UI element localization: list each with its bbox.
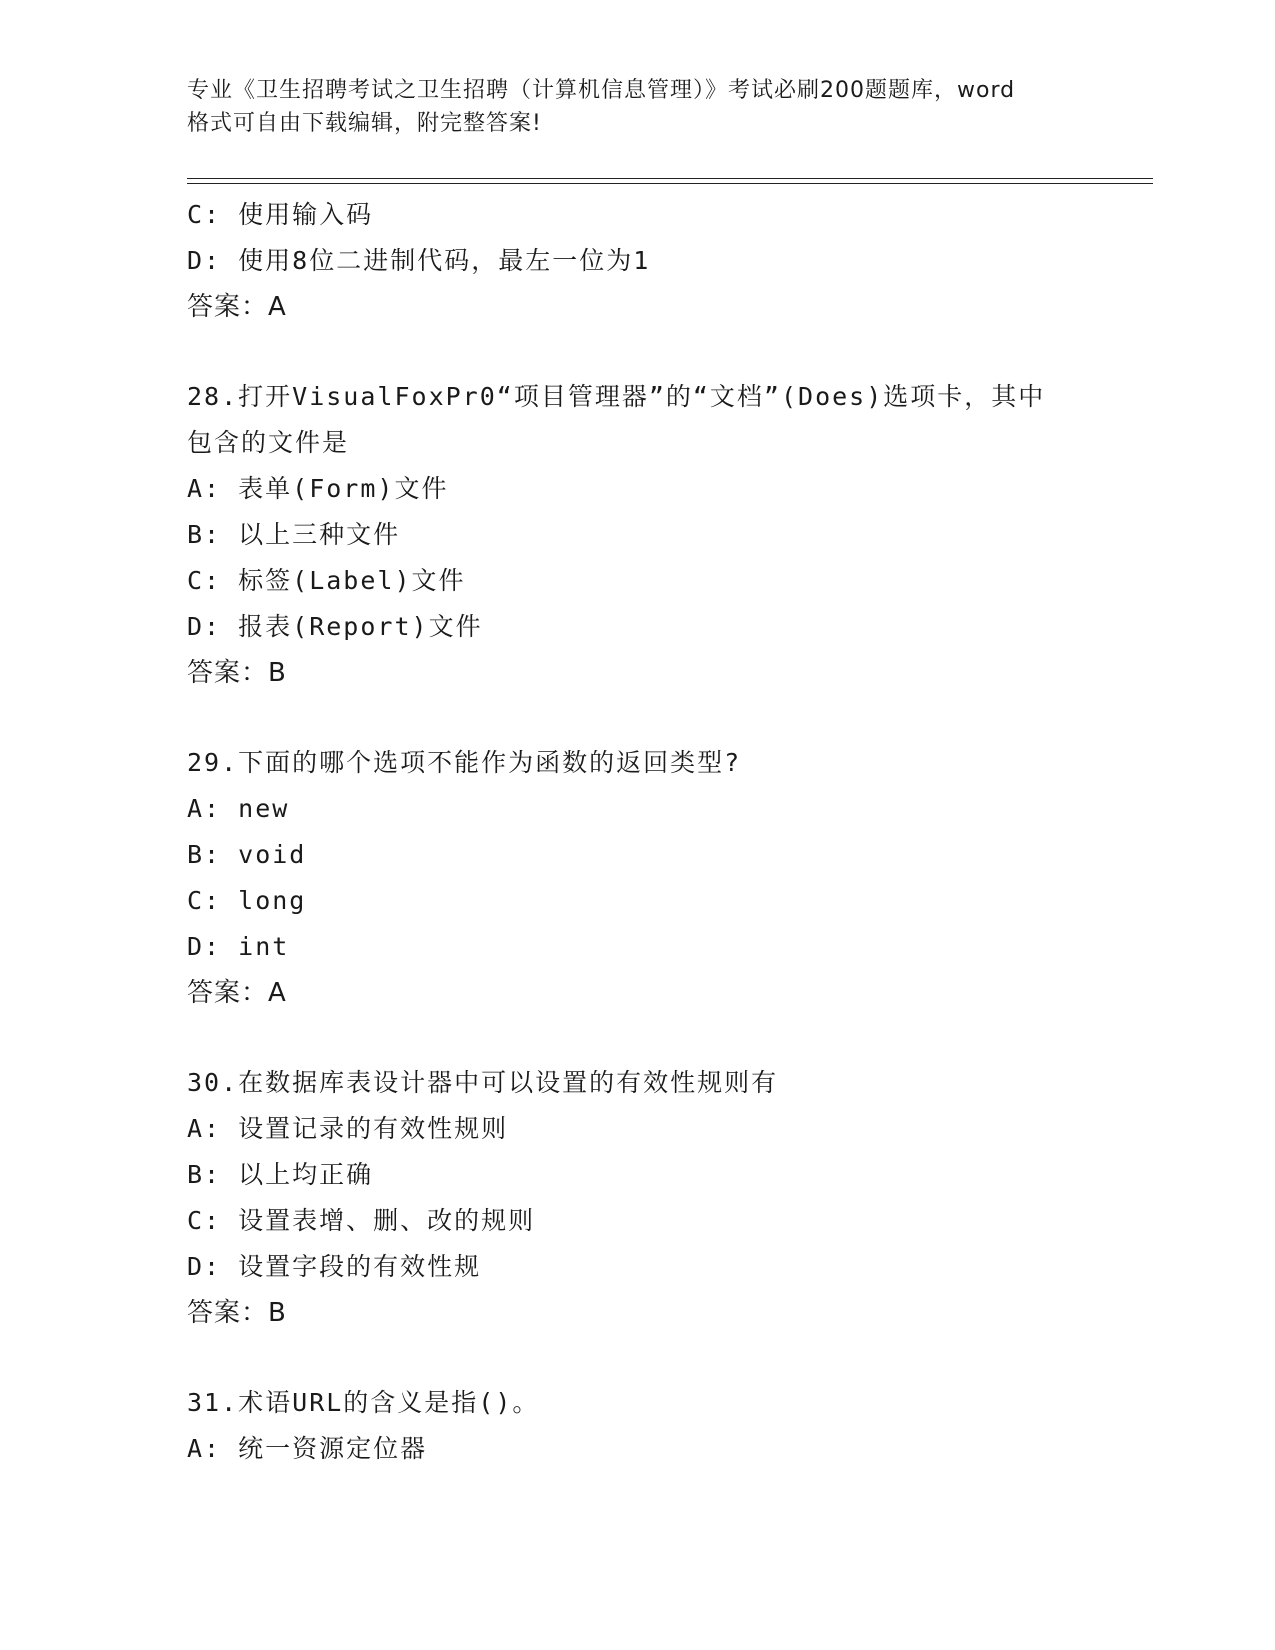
option-d: D: 设置字段的有效性规 bbox=[187, 1252, 482, 1281]
option-b: B: 以上均正确 bbox=[187, 1160, 374, 1189]
question-stem: 29.下面的哪个选项不能作为函数的返回类型? bbox=[187, 748, 742, 777]
answer-line: 答案：B bbox=[187, 1298, 287, 1328]
question-31 bbox=[187, 1380, 1153, 1472]
header-line-1: 专业《卫生招聘考试之卫生招聘（计算机信息管理）》考试必刷200题题库，word bbox=[187, 78, 1016, 103]
option-a: A: 统一资源定位器 bbox=[187, 1434, 428, 1463]
question-29 bbox=[187, 740, 1153, 1016]
option-c: C: 使用输入码 bbox=[187, 200, 374, 229]
option-b: B: 以上三种文件 bbox=[187, 520, 401, 549]
answer-line: 答案：A bbox=[187, 978, 287, 1008]
carryover-block bbox=[187, 192, 1153, 330]
question-stem-continued: 包含的文件是 bbox=[187, 428, 350, 457]
header-line-2: 格式可自由下载编辑，附完整答案! bbox=[187, 111, 542, 136]
option-c: C: 标签(Label)文件 bbox=[187, 566, 466, 595]
option-c: C: 设置表增、删、改的规则 bbox=[187, 1206, 536, 1235]
header-divider-top bbox=[187, 178, 1153, 179]
option-d: D: 使用8位二进制代码，最左一位为1 bbox=[187, 246, 651, 275]
answer-line: 答案：B bbox=[187, 658, 287, 688]
question-stem: 31.术语URL的含义是指()。 bbox=[187, 1388, 540, 1417]
question-content bbox=[187, 192, 1153, 1472]
option-a: A: 表单(Form)文件 bbox=[187, 474, 449, 503]
option-c: C: long bbox=[187, 886, 307, 915]
option-a: A: 设置记录的有效性规则 bbox=[187, 1114, 509, 1143]
option-b: B: void bbox=[187, 840, 307, 869]
question-30 bbox=[187, 1060, 1153, 1336]
question-stem: 30.在数据库表设计器中可以设置的有效性规则有 bbox=[187, 1068, 779, 1097]
option-a: A: new bbox=[187, 794, 290, 823]
option-d: D: 报表(Report)文件 bbox=[187, 612, 483, 641]
question-stem: 28.打开VisualFoxPr0“项目管理器”的“文档”(Does)选项卡，其中 bbox=[187, 382, 1046, 411]
option-d: D: int bbox=[187, 932, 290, 961]
page-header bbox=[187, 74, 1087, 140]
header-divider-bottom bbox=[187, 183, 1153, 184]
question-28 bbox=[187, 374, 1153, 696]
answer-line: 答案：A bbox=[187, 292, 287, 322]
